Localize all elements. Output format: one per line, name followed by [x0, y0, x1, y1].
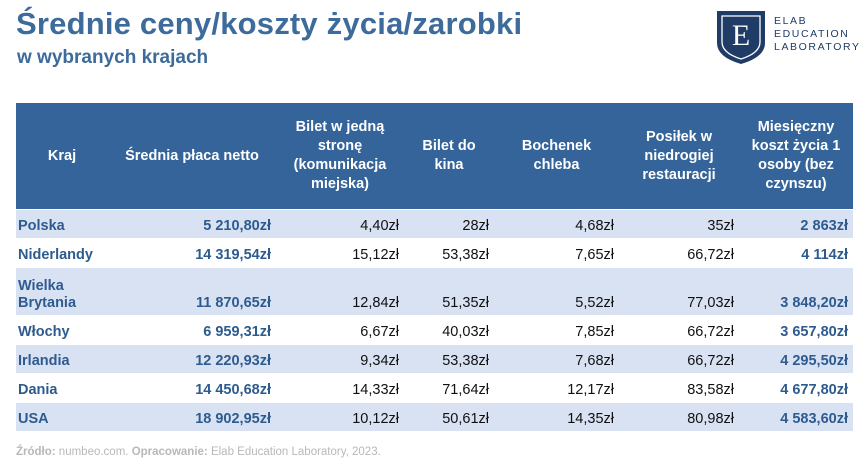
column-header: Miesięczny koszt życia 1 osoby (bez czynszu) [739, 103, 853, 210]
logo-line-1: ELAB [774, 15, 808, 27]
monthly-cost-cell: 3 657,80zł [739, 316, 853, 345]
country-cell: Włochy [16, 316, 108, 345]
table-row [16, 403, 853, 432]
column-header: Bochenek chleba [494, 103, 619, 210]
country-cell: Dania [16, 374, 108, 403]
cinema-cell: 53,38zł [404, 345, 494, 374]
source-label: Źródło: [16, 446, 56, 458]
cinema-cell: 71,64zł [404, 374, 494, 403]
bread-cell: 4,68zł [494, 210, 619, 239]
monthly-cost-cell: 3 848,20zł [739, 268, 853, 316]
country-cell: Irlandia [16, 345, 108, 374]
meal-cell: 80,98zł [619, 403, 739, 432]
meal-cell: 66,72zł [619, 316, 739, 345]
bread-cell: 7,68zł [494, 345, 619, 374]
shield-logo-icon [715, 9, 767, 65]
country-cell: USA [16, 403, 108, 432]
author-label: Opracowanie: [131, 446, 208, 458]
cinema-cell: 51,35zł [404, 268, 494, 316]
table-row [16, 239, 853, 268]
country-cell: Polska [16, 210, 108, 239]
ticket-cell: 4,40zł [276, 210, 404, 239]
salary-cell: 12 220,93zł [108, 345, 276, 374]
monthly-cost-cell: 4 295,50zł [739, 345, 853, 374]
monthly-cost-cell: 4 114zł [739, 239, 853, 268]
column-header: Średnia płaca netto [108, 103, 276, 210]
column-header: Kraj [16, 103, 108, 210]
table-row [16, 268, 853, 316]
table-header-row [16, 103, 853, 210]
table-row [16, 374, 853, 403]
meal-cell: 77,03zł [619, 268, 739, 316]
page-title: Średnie ceny/koszty życia/zarobki [16, 6, 523, 41]
salary-cell: 14 319,54zł [108, 239, 276, 268]
meal-cell: 66,72zł [619, 345, 739, 374]
meal-cell: 66,72zł [619, 239, 739, 268]
cinema-cell: 28zł [404, 210, 494, 239]
country-cell: Wielka Brytania [16, 268, 108, 316]
bread-cell: 5,52zł [494, 268, 619, 316]
cinema-cell: 53,38zł [404, 239, 494, 268]
column-header: Bilet w jedną stronę (komunikacja miejska) [276, 103, 404, 210]
meal-cell: 83,58zł [619, 374, 739, 403]
bread-cell: 12,17zł [494, 374, 619, 403]
page-subtitle: w wybranych krajach [17, 47, 209, 68]
monthly-cost-cell: 2 863zł [739, 210, 853, 239]
column-header: Bilet do kina [404, 103, 494, 210]
ticket-cell: 12,84zł [276, 268, 404, 316]
column-header: Posiłek w niedrogiej restauracji [619, 103, 739, 210]
bread-cell: 14,35zł [494, 403, 619, 432]
ticket-cell: 9,34zł [276, 345, 404, 374]
ticket-cell: 6,67zł [276, 316, 404, 345]
cost-of-living-table [16, 103, 853, 431]
bread-cell: 7,65zł [494, 239, 619, 268]
salary-cell: 14 450,68zł [108, 374, 276, 403]
source-footer [16, 446, 381, 458]
ticket-cell: 10,12zł [276, 403, 404, 432]
salary-cell: 11 870,65zł [108, 268, 276, 316]
logo-line-3: LABORATORY [774, 41, 861, 53]
monthly-cost-cell: 4 677,80zł [739, 374, 853, 403]
elab-logo [715, 9, 860, 69]
salary-cell: 18 902,95zł [108, 403, 276, 432]
table-row [16, 316, 853, 345]
country-cell: Niderlandy [16, 239, 108, 268]
salary-cell: 6 959,31zł [108, 316, 276, 345]
table-row [16, 210, 853, 239]
source-value: numbeo.com. [55, 446, 132, 458]
cinema-cell: 40,03zł [404, 316, 494, 345]
author-value: Elab Education Laboratory, 2023. [207, 446, 381, 458]
ticket-cell: 14,33zł [276, 374, 404, 403]
salary-cell: 5 210,80zł [108, 210, 276, 239]
logo-line-2: EDUCATION [774, 28, 850, 40]
meal-cell: 35zł [619, 210, 739, 239]
logo-letter: E [731, 19, 751, 52]
monthly-cost-cell: 4 583,60zł [739, 403, 853, 432]
cinema-cell: 50,61zł [404, 403, 494, 432]
logo-wordmark [774, 15, 861, 54]
ticket-cell: 15,12zł [276, 239, 404, 268]
bread-cell: 7,85zł [494, 316, 619, 345]
table-row [16, 345, 853, 374]
